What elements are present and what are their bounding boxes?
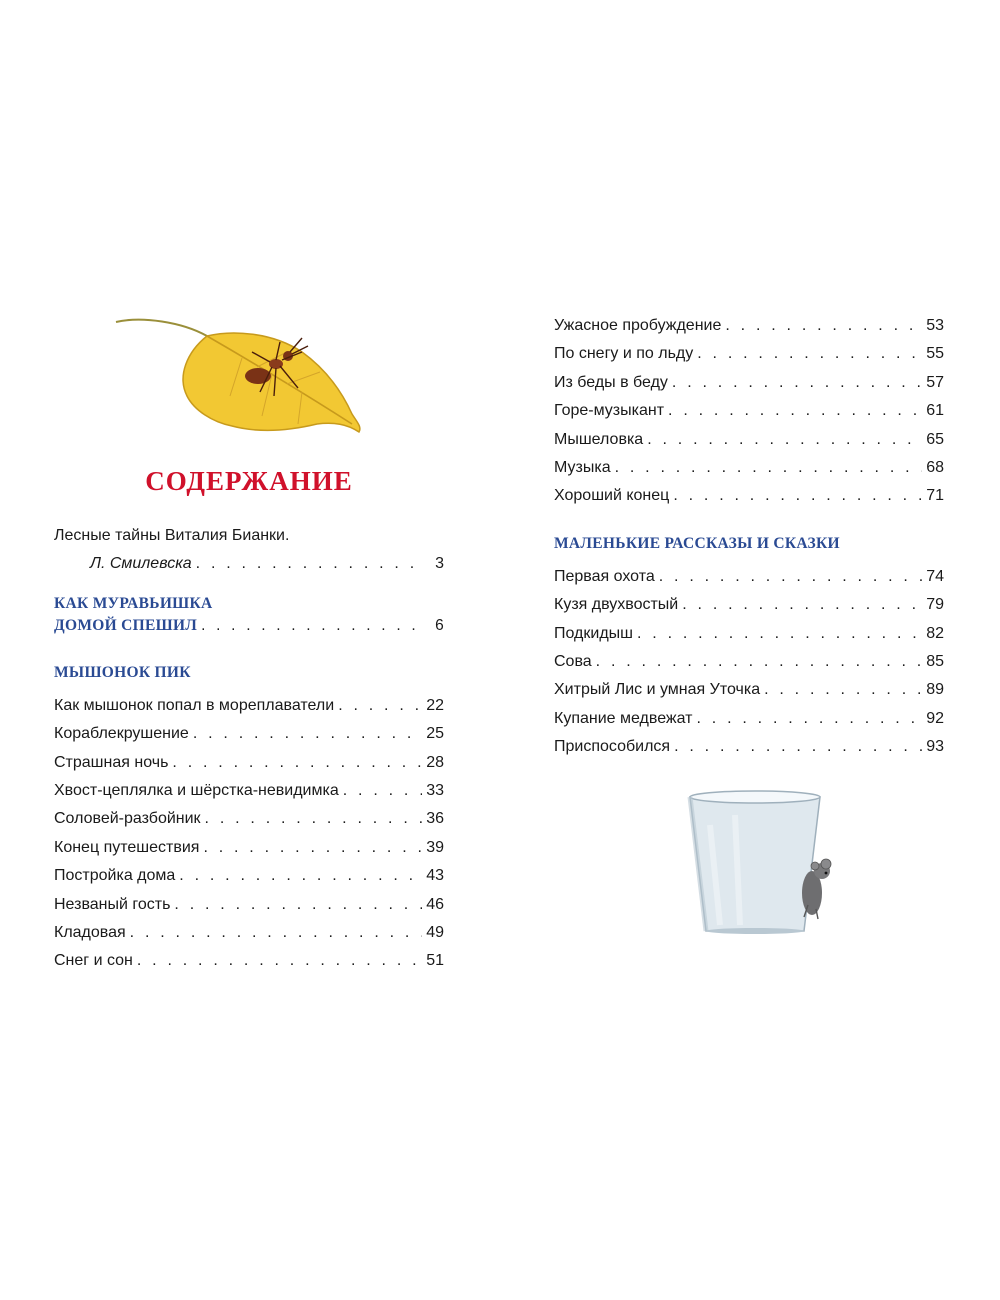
toc-entry — [54, 891, 444, 919]
page-number: 3 — [435, 555, 444, 572]
page-number: 79 — [926, 596, 944, 614]
page-number: 61 — [926, 402, 944, 420]
leader-dots — [205, 805, 423, 833]
section-heading-ant-line2: ДОМОЙ СПЕШИЛ — [54, 617, 198, 635]
page-number: 6 — [435, 617, 444, 635]
page-number: 93 — [926, 738, 944, 756]
leader-dots — [674, 733, 922, 761]
toc-entry — [554, 705, 944, 733]
page-number: 92 — [926, 709, 944, 727]
leader-dots — [697, 705, 923, 733]
entry-title: Кладовая — [54, 923, 126, 941]
page-number: 33 — [426, 781, 444, 799]
toc-entry — [54, 749, 444, 777]
toc-entry — [554, 454, 944, 482]
page-title: СОДЕРЖАНИЕ — [145, 466, 353, 496]
section-entry-ant — [54, 615, 444, 643]
leader-dots — [672, 369, 922, 397]
intro-author: Л. Смилевска — [90, 555, 192, 572]
page-number: 53 — [926, 317, 944, 334]
entry-title: Хитрый Лис и умная Уточка — [554, 681, 761, 699]
leader-dots — [615, 454, 923, 482]
page-number: 25 — [426, 725, 444, 743]
section-heading-ant: КАК МУРАВЬИШКА — [54, 595, 213, 613]
toc-entry — [554, 482, 944, 510]
page-number: 36 — [426, 810, 444, 828]
toc-entry — [554, 312, 944, 340]
toc-entry — [54, 919, 444, 947]
leader-dots — [764, 676, 922, 704]
entry-title: Сова — [554, 652, 592, 670]
entry-title: Мышеловка — [554, 430, 644, 448]
page-number: 82 — [926, 624, 944, 642]
page-number: 68 — [926, 458, 944, 476]
leader-dots — [203, 834, 422, 862]
page-number: 89 — [926, 681, 944, 699]
toc-entry — [554, 648, 944, 676]
leader-dots — [673, 482, 922, 510]
entry-title: Горе-музыкант — [554, 402, 665, 420]
leader-dots — [682, 591, 922, 619]
entry-title: Снег и сон — [54, 952, 133, 970]
toc-entry — [54, 777, 444, 805]
entry-title: Незваный гость — [54, 895, 171, 913]
leader-dots — [179, 862, 422, 890]
toc-entry — [54, 720, 444, 748]
entry-title: По снегу и по льду — [554, 345, 694, 363]
entry-title: Кораблекрушение — [54, 725, 189, 743]
leader-dots — [174, 891, 422, 919]
toc-entry — [554, 340, 944, 368]
entry-title: Кузя двухвостый — [554, 596, 679, 614]
entry-title: Первая охота — [554, 567, 655, 585]
page-number: 39 — [426, 838, 444, 856]
entry-title: Хороший конец — [554, 487, 670, 505]
entry-title: Соловей-разбойник — [54, 810, 201, 828]
leader-dots — [130, 919, 423, 947]
toc-entry — [554, 676, 944, 704]
page-number: 22 — [426, 696, 444, 714]
toc-entry — [554, 426, 944, 454]
toc-entry — [554, 733, 944, 761]
page-number: 55 — [926, 345, 944, 363]
toc-entry — [554, 620, 944, 648]
entry-title: Страшная ночь — [54, 753, 169, 771]
leader-dots — [172, 749, 422, 777]
intro-line: Лесные тайны Виталия Бианки. — [54, 527, 290, 544]
page-number: 28 — [426, 753, 444, 771]
page-number: 85 — [926, 652, 944, 670]
page-number: 71 — [926, 487, 944, 505]
entry-title: Приспособился — [554, 738, 671, 756]
entry-title: Ужасное пробуждение — [554, 317, 722, 334]
leader-dots — [659, 563, 922, 591]
leader-dots — [596, 648, 923, 676]
intro-entry — [54, 550, 444, 578]
page-number: 74 — [926, 567, 944, 585]
entry-title: Конец путешествия — [54, 838, 200, 856]
entry-title: Музыка — [554, 458, 611, 476]
toc-right-column — [554, 312, 944, 761]
toc-left-column — [54, 300, 444, 976]
leader-dots — [725, 312, 922, 340]
page-number: 43 — [426, 867, 444, 885]
section-heading-stories: МАЛЕНЬКИЕ РАССКАЗЫ И СКАЗКИ — [554, 534, 840, 552]
entry-title: Хвост-цеплялка и шёрстка-невидимка — [54, 781, 339, 799]
leader-dots — [343, 777, 422, 805]
section-heading-mouse: МЫШОНОК ПИК — [54, 663, 191, 681]
entry-title: Как мышонок попал в мореплаватели — [54, 696, 335, 714]
leader-dots — [338, 692, 422, 720]
leader-dots — [201, 615, 424, 637]
leader-dots — [637, 620, 922, 648]
leader-dots — [193, 720, 422, 748]
toc-entry — [554, 397, 944, 425]
bucket-with-mouse-illustration — [680, 785, 840, 935]
toc-entry — [54, 862, 444, 890]
entry-title: Постройка дома — [54, 867, 176, 885]
leader-dots — [196, 550, 424, 578]
leader-dots — [697, 340, 922, 368]
page-number: 51 — [426, 952, 444, 970]
entry-title: Купание медвежат — [554, 709, 693, 727]
toc-entry — [54, 692, 444, 720]
toc-entry — [554, 591, 944, 619]
page-number: 46 — [426, 895, 444, 913]
toc-entry — [54, 947, 444, 975]
entry-title: Из беды в беду — [554, 373, 668, 391]
toc-entry — [54, 834, 444, 862]
leader-dots — [668, 397, 922, 425]
toc-entry — [554, 369, 944, 397]
page-number: 65 — [926, 430, 944, 448]
page-number: 57 — [926, 373, 944, 391]
leader-dots — [137, 947, 422, 975]
toc-entry — [54, 805, 444, 833]
entry-title: Подкидыш — [554, 624, 633, 642]
toc-entry — [554, 563, 944, 591]
leader-dots — [647, 426, 922, 454]
page-number: 49 — [426, 923, 444, 941]
